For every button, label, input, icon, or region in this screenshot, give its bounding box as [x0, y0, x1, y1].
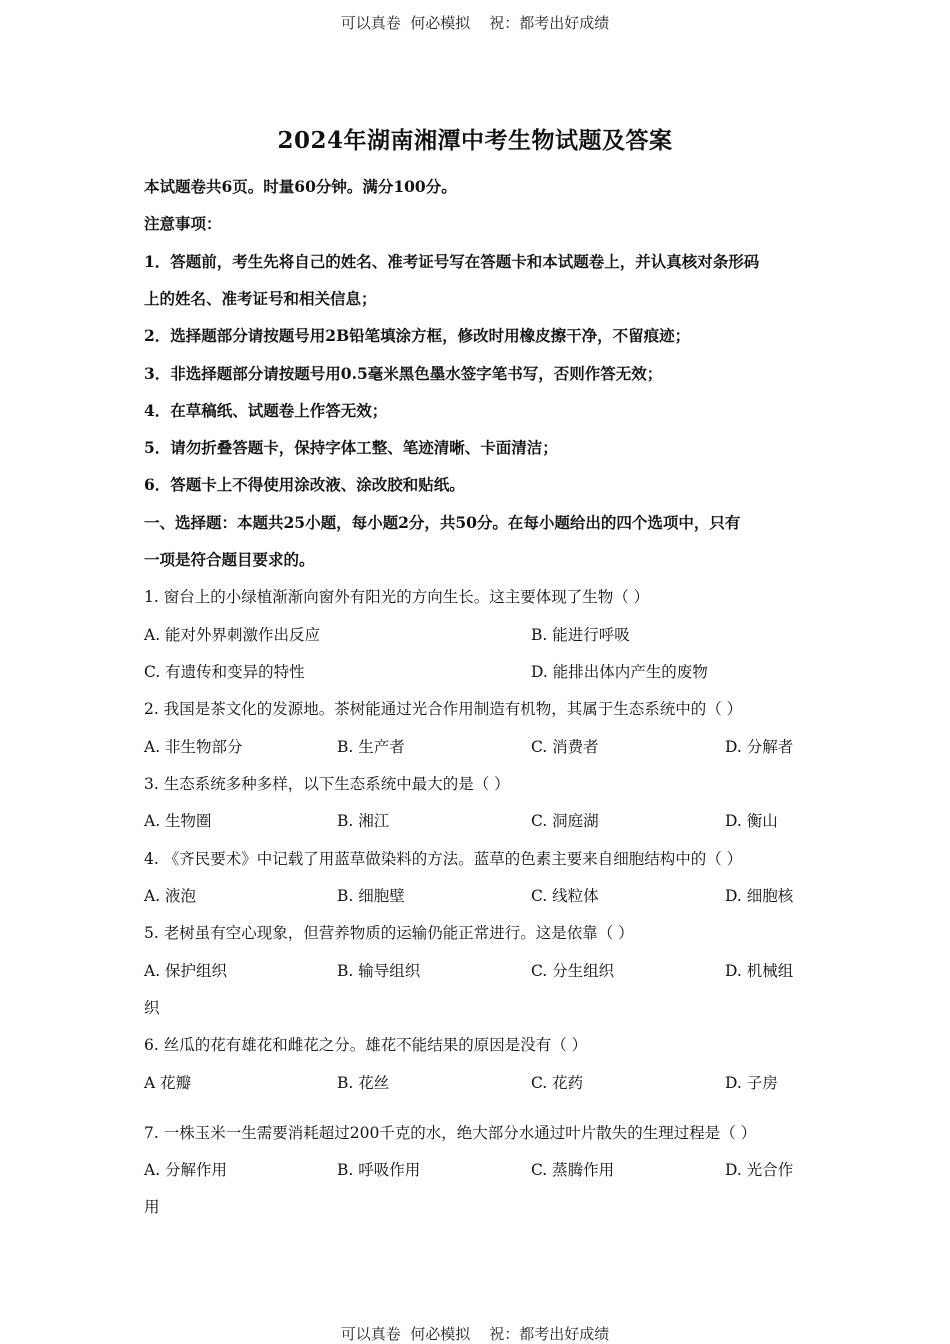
option-wrap: 织	[144, 999, 160, 1017]
option: D. 衡山	[725, 812, 778, 830]
question-stem: 3. 生态系统多种多样，以下生态系统中最大的是（ ）	[144, 775, 510, 793]
notice-line: 上的姓名、准考证号和相关信息；	[144, 289, 377, 308]
option: B. 细胞壁	[337, 887, 405, 905]
option: B. 生产者	[337, 738, 405, 756]
option: D. 分解者	[725, 738, 794, 756]
option: A. 生物圈	[144, 812, 212, 830]
option: B. 呼吸作用	[337, 1161, 421, 1179]
option: D. 能排出体内产生的废物	[531, 663, 708, 681]
document-title: 2024年湖南湘潭中考生物试题及答案	[277, 127, 673, 154]
notice-line: 3．非选择题部分请按题号用0.5毫米黑色墨水签字笔书写，否则作答无效；	[144, 364, 663, 383]
option-wrap: 用	[144, 1198, 160, 1216]
question-stem: 4. 《齐民要术》中记载了用蓝草做染料的方法。蓝草的色素主要来自细胞结构中的（ ）	[144, 850, 743, 868]
section-heading: 一项是符合题目要求的。	[144, 550, 315, 569]
notice-line: 1．答题前，考生先将自己的姓名、准考证号写在答题卡和本试题卷上，并认真核对条形码	[144, 252, 760, 271]
option: A. 保护组织	[144, 962, 228, 980]
notice-line: 2．选择题部分请按题号用2B铅笔填涂方框，修改时用橡皮擦干净，不留痕迹；	[144, 326, 691, 345]
question-stem: 6. 丝瓜的花有雄花和雌花之分。雄花不能结果的原因是没有（ ）	[144, 1036, 588, 1054]
option: D. 光合作	[725, 1161, 794, 1179]
option: B. 花丝	[337, 1074, 390, 1092]
notice-heading: 注意事项：	[144, 214, 222, 233]
question-stem: 1. 窗台上的小绿植渐渐向窗外有阳光的方向生长。这主要体现了生物（ ）	[144, 588, 650, 606]
option: A. 分解作用	[144, 1161, 228, 1179]
intro-text: 本试题卷共6页。时量60分钟。满分100分。	[144, 177, 457, 196]
page-header: 可以真卷 何必模拟 祝：都考出好成绩	[340, 14, 610, 32]
option: B. 输导组织	[337, 962, 421, 980]
option: C. 蒸腾作用	[531, 1161, 615, 1179]
notice-line: 4．在草稿纸、试题卷上作答无效；	[144, 401, 388, 420]
section-heading: 一、选择题：本题共25小题，每小题2分，共50分。在每小题给出的四个选项中，只有	[144, 513, 741, 532]
question-stem: 2. 我国是茶文化的发源地。茶树能通过光合作用制造有机物，其属于生态系统中的（ ）	[144, 700, 743, 718]
option: A. 能对外界刺激作出反应	[144, 626, 321, 644]
option: B. 湘江	[337, 812, 390, 830]
option: A. 液泡	[144, 887, 197, 905]
option: C. 花药	[531, 1074, 584, 1092]
option: C. 线粒体	[531, 887, 599, 905]
question-stem: 7. 一株玉米一生需要消耗超过200千克的水，绝大部分水通过叶片散失的生理过程是（ ）	[144, 1124, 757, 1142]
option: C. 洞庭湖	[531, 812, 599, 830]
option: D. 细胞核	[725, 887, 794, 905]
option: A 花瓣	[144, 1074, 192, 1092]
question-stem: 5. 老树虽有空心现象，但营养物质的运输仍能正常进行。这是依靠（ ）	[144, 924, 634, 942]
page-footer: 可以真卷 何必模拟 祝：都考出好成绩	[340, 1325, 610, 1343]
option: D. 机械组	[725, 962, 794, 980]
option: C. 有遗传和变异的特性	[144, 663, 305, 681]
option: B. 能进行呼吸	[531, 626, 630, 644]
option: D. 子房	[725, 1074, 778, 1092]
option: C. 消费者	[531, 738, 599, 756]
option: A. 非生物部分	[144, 738, 243, 756]
option: C. 分生组织	[531, 962, 615, 980]
notice-line: 5．请勿折叠答题卡，保持字体工整、笔迹清晰、卡面清洁；	[144, 438, 558, 457]
notice-line: 6．答题卡上不得使用涂改液、涂改胶和贴纸。	[144, 475, 465, 494]
